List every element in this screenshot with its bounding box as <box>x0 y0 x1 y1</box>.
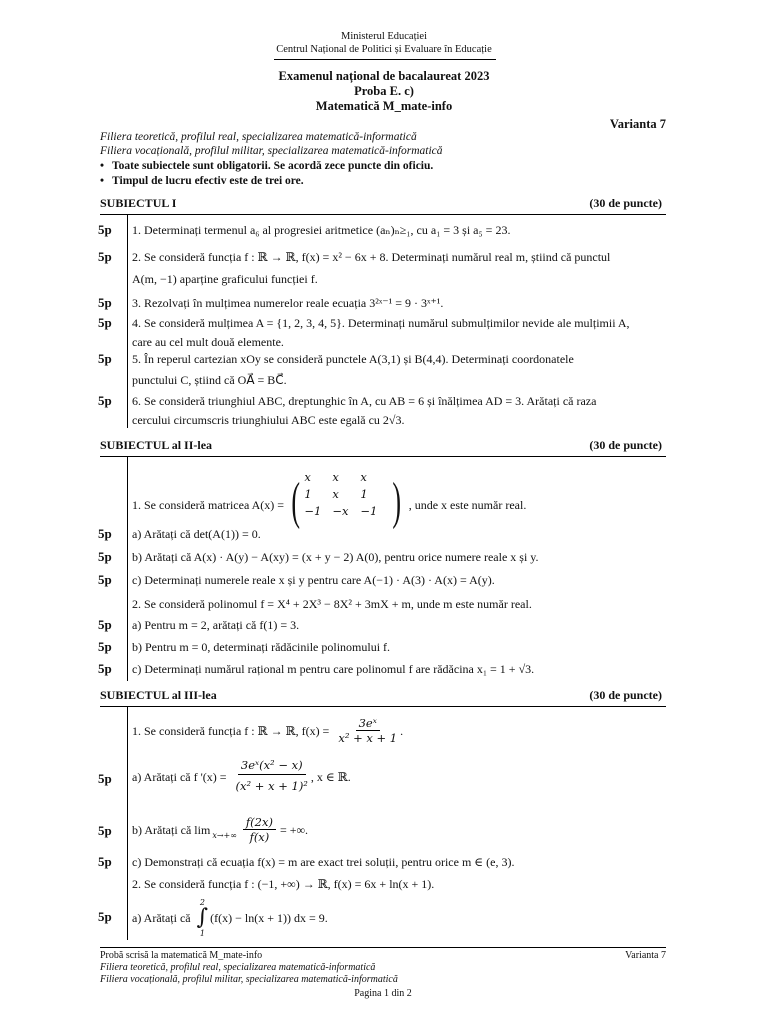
footer-line-2: Filiera teoretică, profilul real, specializarea matematică-informatică <box>100 962 376 973</box>
section-1-points: (30 de puncte) <box>589 196 662 210</box>
fraction <box>243 815 276 844</box>
item-text: b) Arătați că A(x) · A(y) − A(xy) = (x + y − 2) A(0), pentru orice numere reale x și y. <box>132 550 539 564</box>
item-points: 5p <box>98 222 112 237</box>
section-2-points: (30 de puncte) <box>589 438 662 452</box>
section-1-margin-line <box>127 215 128 428</box>
item-text-cont: A(m, −1) aparține graficului funcției f. <box>132 272 318 286</box>
item-points: 5p <box>98 549 112 564</box>
item-text: c) Determinați numărul rațional m pentru care polinomul f are rădăcina x₁ = 1 + √3. <box>132 662 535 676</box>
limit-subscript: x→+∞ <box>212 831 237 840</box>
item-text: 6. Se consideră triunghiul ABC, dreptunghic în A, cu AB = 6 și înălțimea AD = 3. Arătați că raza <box>132 394 597 408</box>
item-text: 4. Se consideră mulțimea A = {1, 2, 3, 4, 5}. Determinați numărul submulțimilor nevide ale mulțimii A, <box>132 316 630 330</box>
item-text: c) Demonstrați că ecuația f(x) = m are exact trei soluții, pentru orice m ∈ (e, 3). <box>132 855 515 869</box>
fraction-numerator: 3eˣ(x² − x) <box>238 756 306 775</box>
section-2-rule <box>100 456 666 457</box>
item-text: b) Arătați că lim <box>132 822 211 837</box>
s3-item-1b <box>100 815 666 851</box>
item-points: 5p <box>98 315 112 330</box>
matrix-intro-b: , unde x este număr real. <box>408 498 527 512</box>
s3-problem-1-intro: 1. Se consideră funcția f : ℝ → ℝ, f(x) = $\frac{\text{3eˣ}}{\text{x² + x + 1}}$ . <box>132 716 404 745</box>
matrix <box>287 470 406 530</box>
intro-line-2: Filiera vocațională, profilul militar, specializarea matematică-informatică <box>100 145 443 157</box>
ministry-line: Ministerul Educației <box>340 31 428 42</box>
proba-label: Proba E. c) <box>354 84 414 98</box>
header-divider <box>274 59 496 60</box>
fraction <box>233 756 311 797</box>
section-1-rule <box>100 214 666 215</box>
item-text: a) Arătați că det(A(1)) = 0. <box>132 527 261 541</box>
fraction-denominator: f(x) <box>249 830 270 844</box>
integral <box>197 898 208 938</box>
matrix-cell: x <box>304 470 311 484</box>
item-points: 5p <box>98 572 112 587</box>
intro-line-1: Filiera teoretică, profilul real, specializarea matematică-informatică <box>100 131 417 143</box>
page-number: Pagina 1 din 2 <box>354 988 412 999</box>
integral-upper-limit: 2 <box>199 898 205 907</box>
section-2-header <box>100 438 666 452</box>
item-text: a) Arătați că f '(x) = <box>132 769 227 784</box>
item-text: 2. Se consideră funcția f : (−1, +∞) → ℝ, f(x) = 6x + ln(x + 1). <box>132 877 435 891</box>
item-text-suffix: , x ∈ ℝ. <box>310 769 351 784</box>
item-points: 5p <box>98 771 112 786</box>
section-3-rule <box>100 706 666 707</box>
s3-item-2a <box>100 896 666 940</box>
item-text: 3. Rezolvați în mulțimea numerelor reale ecuația 3²ˣ⁻¹ = 9 · 3ˣ⁺¹. <box>132 296 444 310</box>
fraction-numerator: 3eˣ <box>356 716 380 731</box>
item-text-cont: cercului circumscris triunghiului ABC este egală cu 2√3. <box>132 413 405 427</box>
item-points: 5p <box>98 661 112 676</box>
fraction-denominator: x² + x + 1 <box>338 731 398 745</box>
item-points: 5p <box>98 909 112 924</box>
section-1-title: SUBIECTUL I <box>100 196 177 210</box>
item-points: 5p <box>98 823 112 838</box>
matrix-left-paren: ( <box>291 473 301 530</box>
matrix-cell: −1 <box>360 504 378 518</box>
bullet-1: • Toate subiectele sunt obligatorii. Se acordă zece puncte din oficiu. <box>100 160 434 172</box>
item-points: 5p <box>98 854 112 869</box>
section-1-header <box>100 196 666 210</box>
fraction <box>335 716 400 745</box>
item-text: 5. În reperul cartezian xOy se consideră punctele A(3,1) și B(4,4). Determinați coordonatele <box>132 352 574 366</box>
s3-item-1a <box>100 756 666 806</box>
integral-sign: ∫ <box>196 905 209 930</box>
item-text: a) Pentru m = 2, arătați că f(1) = 3. <box>132 618 300 632</box>
item-text-cont: care au cel mult două elemente. <box>132 335 284 349</box>
item-points: 5p <box>98 351 112 366</box>
item-text: 1. Determinați termenul a₆ al progresiei aritmetice (aₙ)ₙ≥₁, cu a₁ = 3 și a₅ = 23. <box>132 223 511 237</box>
footer-line-1 <box>100 950 666 962</box>
centre-line: Centrul Național de Politici și Evaluare în Educație <box>276 44 492 55</box>
bullet-2: • Timpul de lucru efectiv este de trei ore. <box>100 175 304 187</box>
s2-problem-1-intro <box>100 460 666 530</box>
item-points: 5p <box>98 249 112 264</box>
footer-rule <box>100 947 666 948</box>
item-points: 5p <box>98 526 112 541</box>
matrix-cells <box>304 470 388 518</box>
footer-variant: Varianta 7 <box>625 950 666 961</box>
footer-left: Probă scrisă la matematică M_mate-info <box>100 950 263 961</box>
footer-line-3: Filiera vocațională, profilul militar, specializarea matematică-informatică <box>100 974 398 985</box>
matrix-cell: x <box>332 487 339 501</box>
item-text-suffix: (f(x) − ln(x + 1)) dx = 9. <box>210 911 328 925</box>
matrix-intro-a: 1. Se consideră matricea A(x) = <box>132 498 285 512</box>
section-3-header <box>100 688 666 702</box>
item-points: 5p <box>98 393 112 408</box>
item-text: 1. Se consideră funcția f : ℝ → ℝ, f(x) = <box>132 723 330 738</box>
matrix-cell: x <box>332 470 339 484</box>
item-points: 5p <box>98 639 112 654</box>
item-text-suffix: = +∞. <box>279 822 309 837</box>
item-points: 5p <box>98 617 112 632</box>
item-text: c) Determinați numerele reale x și y pentru care A(−1) · A(3) · A(x) = A(y). <box>132 573 495 587</box>
section-3-points: (30 de puncte) <box>589 688 662 702</box>
item-text: 2. Se consideră polinomul f = X⁴ + 2X³ − 8X² + 3mX + m, unde m este număr real. <box>132 597 532 611</box>
variant-label: Varianta 7 <box>609 117 666 131</box>
item-text: a) Arătați că <box>132 911 191 925</box>
fraction-denominator: (x² + x + 1)² <box>235 779 308 793</box>
matrix-cell: −1 <box>304 504 322 518</box>
integral-lower-limit: 1 <box>199 929 205 938</box>
matrix-cell: −x <box>332 504 349 518</box>
matrix-cell: 1 <box>304 487 312 501</box>
item-text: b) Pentru m = 0, determinați rădăcinile polinomului f. <box>132 640 391 654</box>
fraction-numerator: f(2x) <box>243 815 276 830</box>
matrix-right-paren: ) <box>392 473 402 530</box>
subject-title: Matematică M_mate-info <box>315 99 453 113</box>
item-text: 2. Se consideră funcția f : ℝ → ℝ, f(x) = x² − 6x + 8. Determinați numărul real m, știind că punctul <box>132 250 611 264</box>
item-points: 5p <box>98 295 112 310</box>
matrix-cell: 1 <box>360 487 368 501</box>
section-3-title: SUBIECTUL al III-lea <box>100 688 217 702</box>
section-2-title: SUBIECTUL al II-lea <box>100 438 213 452</box>
matrix-cell: x <box>360 470 367 484</box>
exam-title: Examenul național de bacalaureat 2023 <box>278 69 490 83</box>
item-text-cont: punctului C, știind că OA⃗ = BC⃗. <box>132 373 287 387</box>
